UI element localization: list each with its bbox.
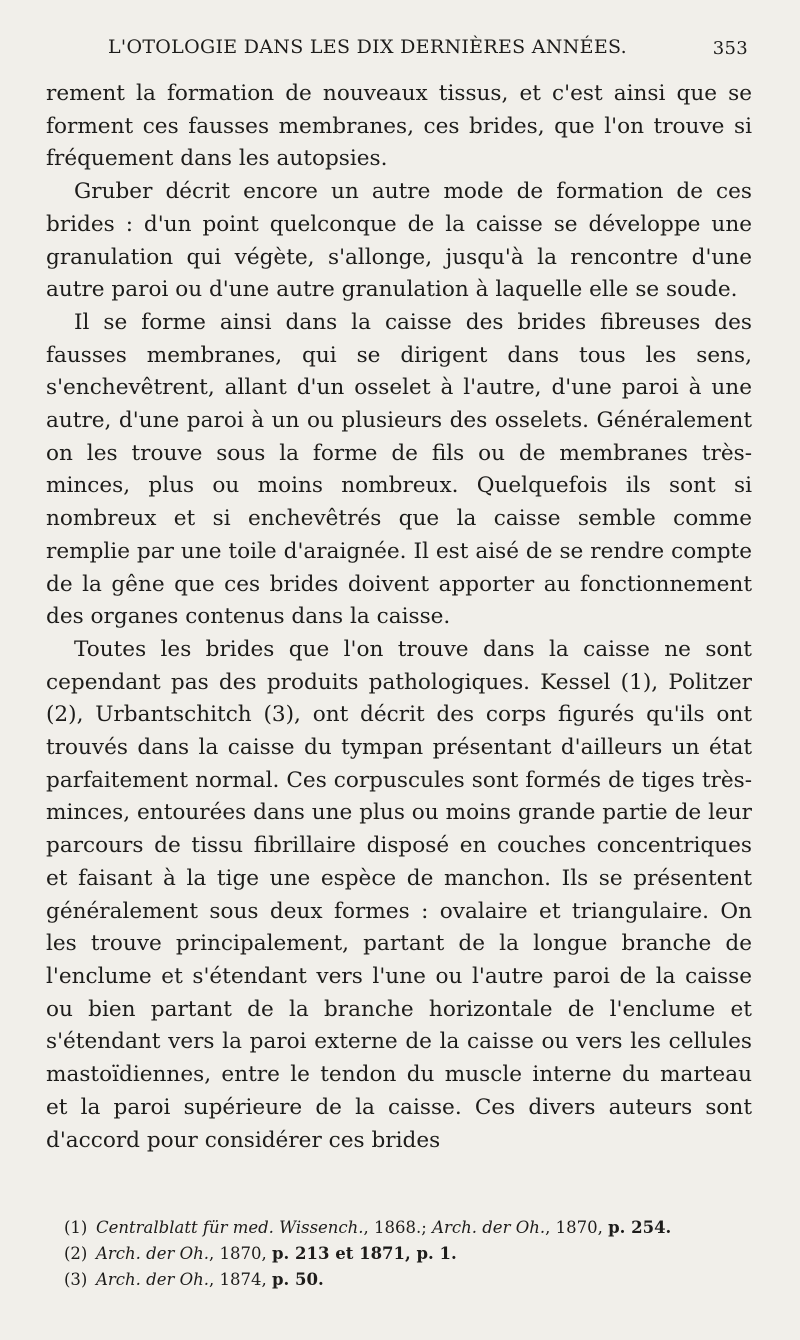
running-title: L'OTOLOGIE DANS LES DIX DERNIÈRES ANNÉES.: [108, 36, 627, 58]
footnote-1: (1) Centralblatt für med. Wissench., 1868.; Arch. der Oh., 1870, p. 254.: [64, 1218, 672, 1237]
paragraph: Gruber décrit encore un autre mode de formation de ces brides : d'un point quelconque de la caisse se développe une granulation qui végète, s'allonge, jusqu'à la rencontre d'une autre paroi ou d'une autre granulation à laquelle elle se soude.: [46, 179, 752, 303]
paragraph: Il se forme ainsi dans la caisse des brides fibreuses des fausses membranes, qui se dirigent dans tous les sens, s'enchevêtrent, allant d'un osselet à l'autre, d'une paroi à une autre, d'une paroi à un ou plusieurs des osselets. Généralement on les trouve sous la forme de fils ou de membranes très-minces, plus ou moins nombreux. Quelquefois ils sont si nombreux et si enchevêtrés que la caisse semble comme remplie par une toile d'araignée. Il est aisé de se rendre compte de la gêne que ces brides doivent apporter au fonctionnement des organes contenus dans la caisse.: [46, 309, 752, 630]
footnote-3: (3) Arch. der Oh., 1874, p. 50.: [64, 1270, 324, 1289]
page-number: 353: [712, 38, 748, 59]
footnote-2: (2) Arch. der Oh., 1870, p. 213 et 1871, p. 1.: [64, 1244, 457, 1263]
paragraph-continued: rement la formation de nouveaux tissus, et c'est ainsi que se forment ces fausses membranes, ces brides, que l'on trouve si fréquement dans les autopsies.: [46, 81, 752, 172]
running-header: [108, 36, 748, 66]
paragraph: Toutes les brides que l'on trouve dans la caisse ne sont cependant pas des produits pathologiques. Kessel (1), Politzer (2), Urbantschitch (3), ont décrit des corps figurés qu'ils ont trouvés dans la caisse du tympan présentant d'ailleurs un état parfaitement normal. Ces corpuscules sont formés de tiges très-minces, entourées dans une plus ou moins grande partie de leur parcours de tissu fibrillaire disposé en couches concentriques et faisant à la tige une espèce de manchon. Ils se présentent généralement sous deux formes : ovalaire et triangulaire. On les trouve principalement, partant de la longue branche de l'enclume et s'étendant vers l'une ou l'autre paroi de la caisse ou bien partant de la branche horizontale de l'enclume et s'étendant vers la paroi externe de la caisse ou vers les cellules mastoïdiennes, entre le tendon du muscle interne du marteau et la paroi supérieure de la caisse. Ces divers auteurs sont d'accord pour considérer ces brides: [46, 636, 752, 1153]
footnotes: [64, 1215, 764, 1293]
body-text: [46, 78, 752, 1157]
